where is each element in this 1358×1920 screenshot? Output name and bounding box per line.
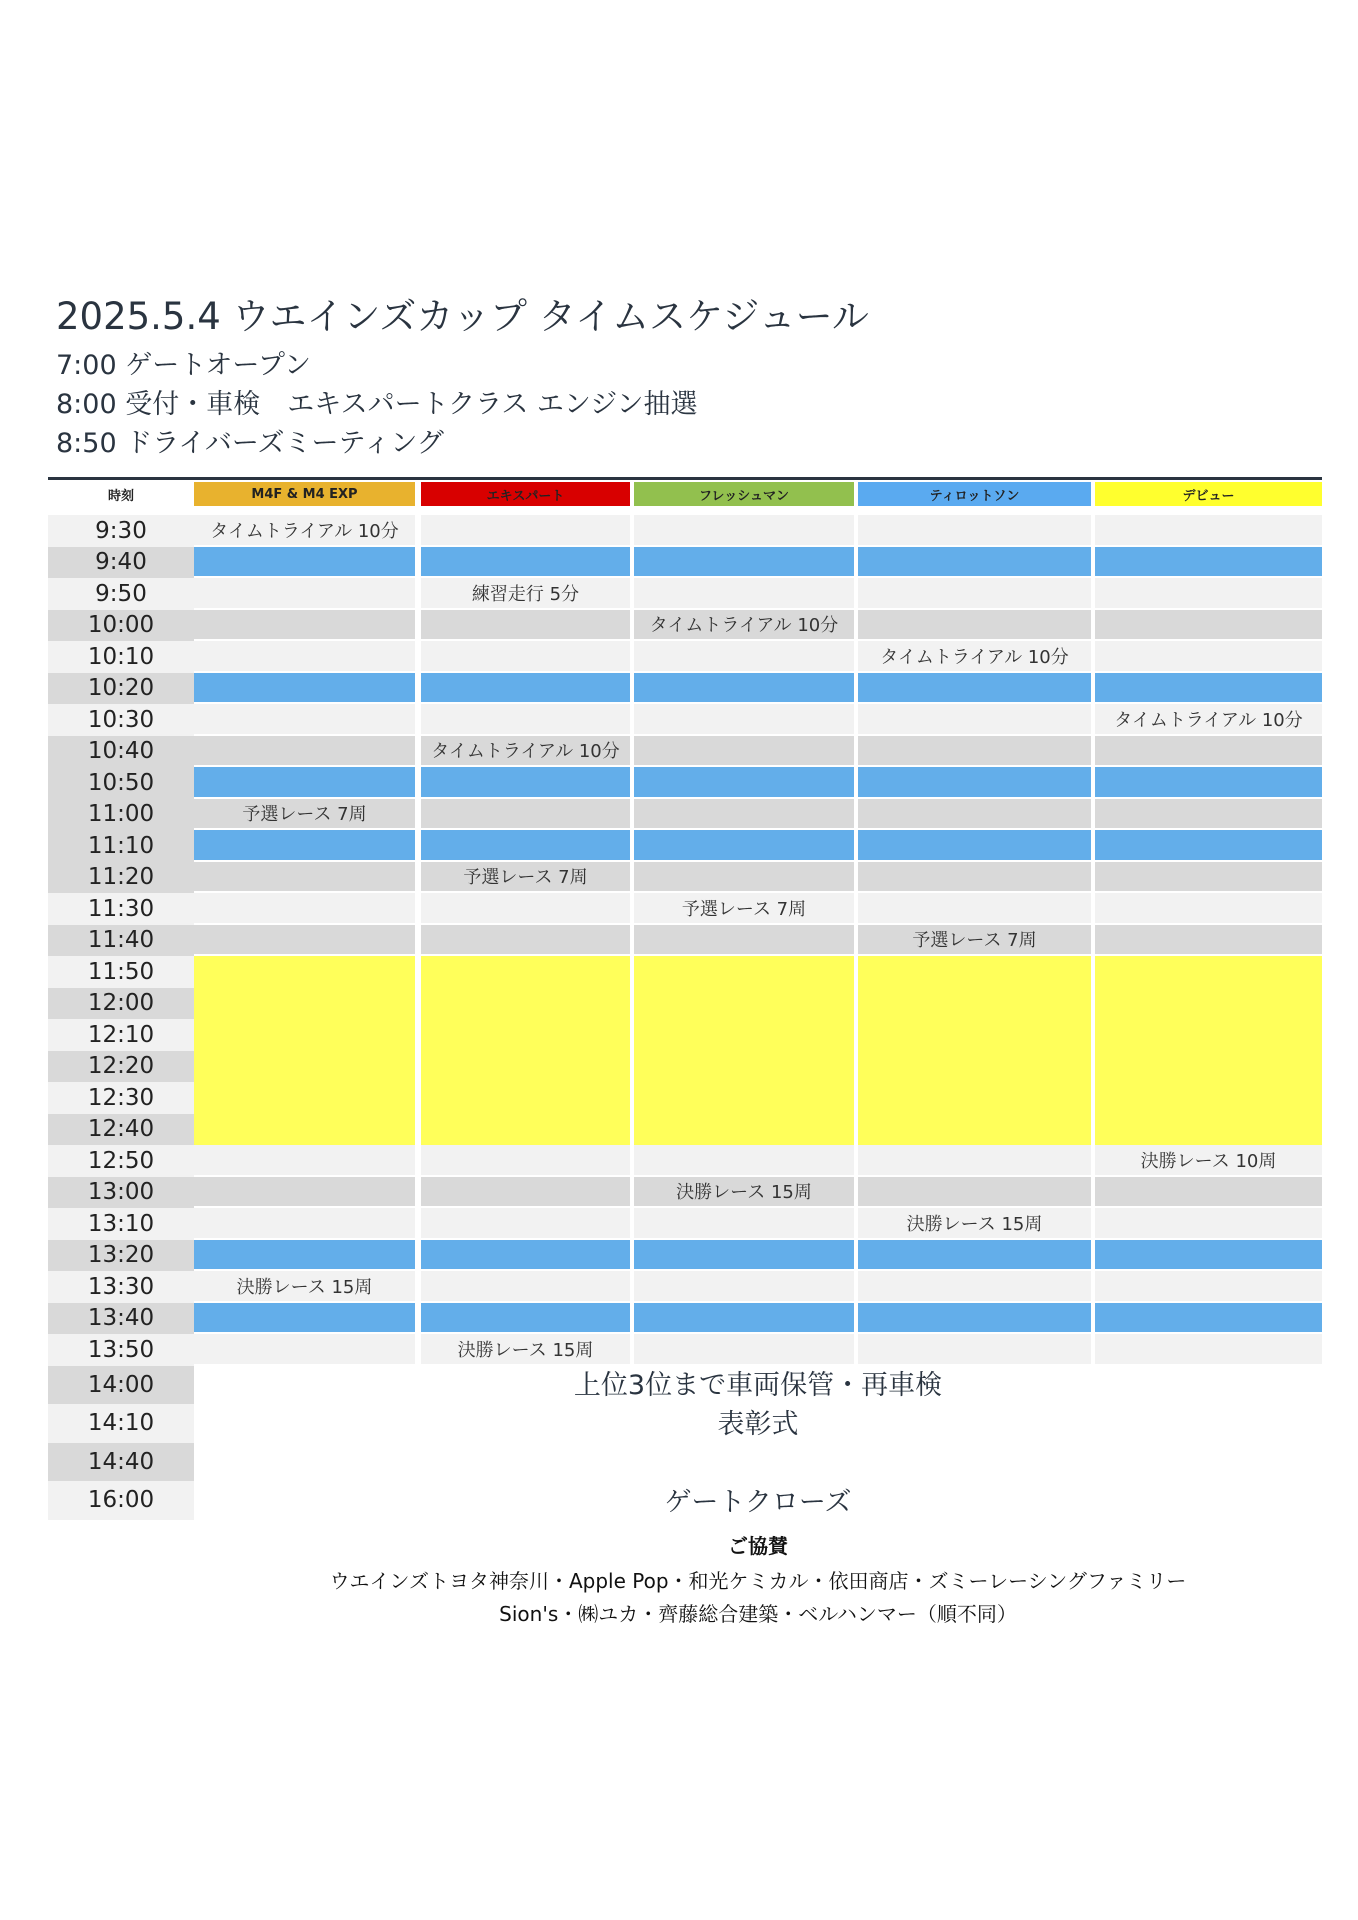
schedule-cell [421, 1145, 630, 1175]
table-top-rule [48, 477, 1322, 480]
schedule-cell [421, 1019, 630, 1052]
schedule-cell: 決勝レース 15周 [194, 1271, 415, 1301]
schedule-cell [858, 673, 1091, 703]
time-cell: 10:50 [48, 767, 194, 799]
time-cell: 12:30 [48, 1082, 194, 1114]
time-cell: 11:10 [48, 830, 194, 862]
schedule-cell [194, 767, 415, 797]
schedule-cell [1095, 641, 1322, 671]
schedule-cell [194, 988, 415, 1021]
schedule-cell [194, 956, 415, 989]
schedule-cell: 練習走行 5分 [421, 578, 630, 608]
schedule-cell [1095, 1303, 1322, 1333]
schedule-cell [421, 893, 630, 923]
time-cell: 12:20 [48, 1051, 194, 1083]
sponsors-heading: ご協賛 [728, 1534, 788, 1558]
time-cell: 12:40 [48, 1114, 194, 1146]
time-cell: 10:30 [48, 704, 194, 736]
schedule-cell [1095, 610, 1322, 640]
schedule-cell [421, 673, 630, 703]
schedule-cell [858, 988, 1091, 1021]
schedule-cell [634, 1271, 854, 1301]
time-cell: 9:40 [48, 547, 194, 579]
schedule-cell: 予選レース 7周 [194, 799, 415, 829]
schedule-cell [858, 1051, 1091, 1084]
schedule-cell [858, 547, 1091, 577]
schedule-cell [421, 704, 630, 734]
time-cell: 13:10 [48, 1208, 194, 1240]
time-cell: 9:30 [48, 515, 194, 547]
schedule-cell [421, 1271, 630, 1301]
time-cell: 16:00 [48, 1481, 194, 1520]
sponsors-line-1: ウエインズトヨタ神奈川・Apple Pop・和光ケミカル・依田商店・ズミーレーシングファミリー [329, 1569, 1187, 1593]
schedule-cell [421, 1303, 630, 1333]
schedule-cell [421, 767, 630, 797]
time-cell: 13:40 [48, 1303, 194, 1335]
schedule-cell [421, 1240, 630, 1270]
schedule-cell [634, 862, 854, 892]
schedule-cell [1095, 1240, 1322, 1270]
time-cell: 13:50 [48, 1334, 194, 1366]
schedule-cell [858, 862, 1091, 892]
time-cell: 13:00 [48, 1177, 194, 1209]
schedule-cell [194, 673, 415, 703]
schedule-cell [634, 925, 854, 955]
time-cell: 11:30 [48, 893, 194, 925]
schedule-cell [194, 547, 415, 577]
schedule-cell [858, 1271, 1091, 1301]
time-cell: 12:50 [48, 1145, 194, 1177]
schedule-cell [194, 1019, 415, 1052]
schedule-cell [194, 736, 415, 766]
schedule-cell [634, 1051, 854, 1084]
schedule-cell [634, 1208, 854, 1238]
sponsors-line-2: Sion's・㈱ユカ・齊藤総合建築・ベルハンマー（順不同） [499, 1602, 1017, 1626]
schedule-cell: タイムトライアル 10分 [194, 515, 415, 545]
schedule-cell [194, 1334, 415, 1364]
schedule-cell [858, 1082, 1091, 1115]
pre-event-meeting: 8:50 ドライバーズミーティング [56, 428, 444, 459]
schedule-cell [194, 893, 415, 923]
schedule-cell [1095, 736, 1322, 766]
schedule-cell [421, 956, 630, 989]
schedule-cell: タイムトライアル 10分 [858, 641, 1091, 671]
schedule-cell [421, 641, 630, 671]
schedule-cell [858, 1177, 1091, 1207]
class-header-3: フレッシュマン [634, 482, 854, 506]
schedule-cell [634, 547, 854, 577]
schedule-cell [1095, 862, 1322, 892]
post-event-ceremony: 表彰式 [717, 1409, 799, 1440]
schedule-cell [1095, 1334, 1322, 1364]
time-cell: 10:10 [48, 641, 194, 673]
schedule-cell [858, 893, 1091, 923]
schedule-cell [194, 1208, 415, 1238]
schedule-cell [858, 799, 1091, 829]
schedule-cell: 決勝レース 15周 [858, 1208, 1091, 1238]
time-cell: 13:20 [48, 1240, 194, 1272]
schedule-cell: 予選レース 7周 [421, 862, 630, 892]
schedule-cell [421, 1082, 630, 1115]
schedule-cell [858, 704, 1091, 734]
schedule-cell [1095, 1114, 1322, 1147]
schedule-cell [194, 1240, 415, 1270]
schedule-cell [194, 1303, 415, 1333]
schedule-cell [634, 578, 854, 608]
time-cell: 14:40 [48, 1443, 194, 1482]
schedule-cell [421, 925, 630, 955]
time-column-header: 時刻 [48, 482, 194, 506]
schedule-cell [858, 1303, 1091, 1333]
class-header-5: デビュー [1095, 482, 1322, 506]
schedule-cell [1095, 515, 1322, 545]
schedule-cell [1095, 1019, 1322, 1052]
schedule-cell [194, 1145, 415, 1175]
schedule-cell [421, 830, 630, 860]
schedule-cell [858, 767, 1091, 797]
schedule-cell [634, 673, 854, 703]
schedule-cell [634, 1114, 854, 1147]
schedule-cell [421, 610, 630, 640]
schedule-cell [634, 704, 854, 734]
time-cell: 12:00 [48, 988, 194, 1020]
schedule-cell [858, 610, 1091, 640]
schedule-cell [634, 1334, 854, 1364]
schedule-cell [421, 1208, 630, 1238]
schedule-cell [634, 799, 854, 829]
schedule-cell [1095, 578, 1322, 608]
schedule-cell [1095, 893, 1322, 923]
schedule-cell [1095, 673, 1322, 703]
schedule-cell: 予選レース 7周 [858, 925, 1091, 955]
time-cell: 11:00 [48, 799, 194, 831]
schedule-cell [194, 578, 415, 608]
time-cell: 12:10 [48, 1019, 194, 1051]
schedule-cell [194, 925, 415, 955]
schedule-cell [194, 1082, 415, 1115]
schedule-cell [1095, 1177, 1322, 1207]
schedule-cell [194, 830, 415, 860]
time-cell: 10:20 [48, 673, 194, 705]
schedule-cell [634, 956, 854, 989]
time-cell: 14:00 [48, 1366, 194, 1405]
schedule-cell [634, 736, 854, 766]
page-title: 2025.5.4 ウエインズカップ タイムスケジュール [56, 295, 869, 338]
schedule-cell [1095, 925, 1322, 955]
schedule-cell [634, 1082, 854, 1115]
schedule-cell [1095, 830, 1322, 860]
schedule-cell: 予選レース 7周 [634, 893, 854, 923]
pre-event-reception: 8:00 受付・車検 エキスパートクラス エンジン抽選 [56, 389, 698, 420]
time-cell: 10:40 [48, 736, 194, 768]
schedule-cell [634, 988, 854, 1021]
time-cell: 11:20 [48, 862, 194, 894]
schedule-cell [194, 704, 415, 734]
schedule-cell [421, 799, 630, 829]
schedule-cell [1095, 799, 1322, 829]
class-header-2: エキスパート [421, 482, 630, 506]
schedule-cell [194, 1177, 415, 1207]
schedule-cell [194, 1051, 415, 1084]
time-cell: 13:30 [48, 1271, 194, 1303]
schedule-cell [1095, 767, 1322, 797]
time-cell: 9:50 [48, 578, 194, 610]
schedule-cell [1095, 956, 1322, 989]
schedule-cell [634, 1240, 854, 1270]
schedule-cell [421, 988, 630, 1021]
class-header-1: M4F & M4 EXP [194, 482, 415, 506]
post-event-gate-close: ゲートクローズ [664, 1487, 852, 1518]
schedule-cell [634, 767, 854, 797]
schedule-cell [1095, 1208, 1322, 1238]
schedule-cell [858, 578, 1091, 608]
schedule-cell [421, 1051, 630, 1084]
schedule-cell [194, 641, 415, 671]
schedule-cell [858, 515, 1091, 545]
schedule-cell [194, 1114, 415, 1147]
schedule-cell [858, 1334, 1091, 1364]
schedule-cell [858, 1114, 1091, 1147]
schedule-cell [1095, 1271, 1322, 1301]
schedule-cell [194, 610, 415, 640]
schedule-cell [1095, 1051, 1322, 1084]
schedule-cell: タイムトライアル 10分 [634, 610, 854, 640]
schedule-cell [858, 830, 1091, 860]
schedule-cell [858, 736, 1091, 766]
schedule-cell [634, 641, 854, 671]
schedule-cell [858, 956, 1091, 989]
schedule-cell [421, 547, 630, 577]
time-cell: 14:10 [48, 1404, 194, 1443]
schedule-cell: タイムトライアル 10分 [1095, 704, 1322, 734]
schedule-cell [1095, 547, 1322, 577]
schedule-cell [634, 1145, 854, 1175]
schedule-cell: 決勝レース 10周 [1095, 1145, 1322, 1175]
schedule-cell [194, 862, 415, 892]
schedule-cell [858, 1240, 1091, 1270]
time-cell: 10:00 [48, 610, 194, 642]
post-event-impound: 上位3位まで車両保管・再車検 [573, 1370, 943, 1401]
schedule-cell: 決勝レース 15周 [421, 1334, 630, 1364]
schedule-cell [421, 1114, 630, 1147]
time-cell: 11:40 [48, 925, 194, 957]
pre-event-gate-open: 7:00 ゲートオープン [56, 350, 311, 381]
schedule-cell [421, 1177, 630, 1207]
schedule-cell [1095, 988, 1322, 1021]
schedule-cell [634, 1303, 854, 1333]
schedule-cell [421, 515, 630, 545]
schedule-cell [634, 515, 854, 545]
time-cell: 11:50 [48, 956, 194, 988]
schedule-cell [634, 1019, 854, 1052]
schedule-cell [858, 1019, 1091, 1052]
schedule-cell: タイムトライアル 10分 [421, 736, 630, 766]
schedule-cell [634, 830, 854, 860]
schedule-cell [1095, 1082, 1322, 1115]
schedule-cell: 決勝レース 15周 [634, 1177, 854, 1207]
class-header-4: ティロットソン [858, 482, 1091, 506]
schedule-cell [858, 1145, 1091, 1175]
